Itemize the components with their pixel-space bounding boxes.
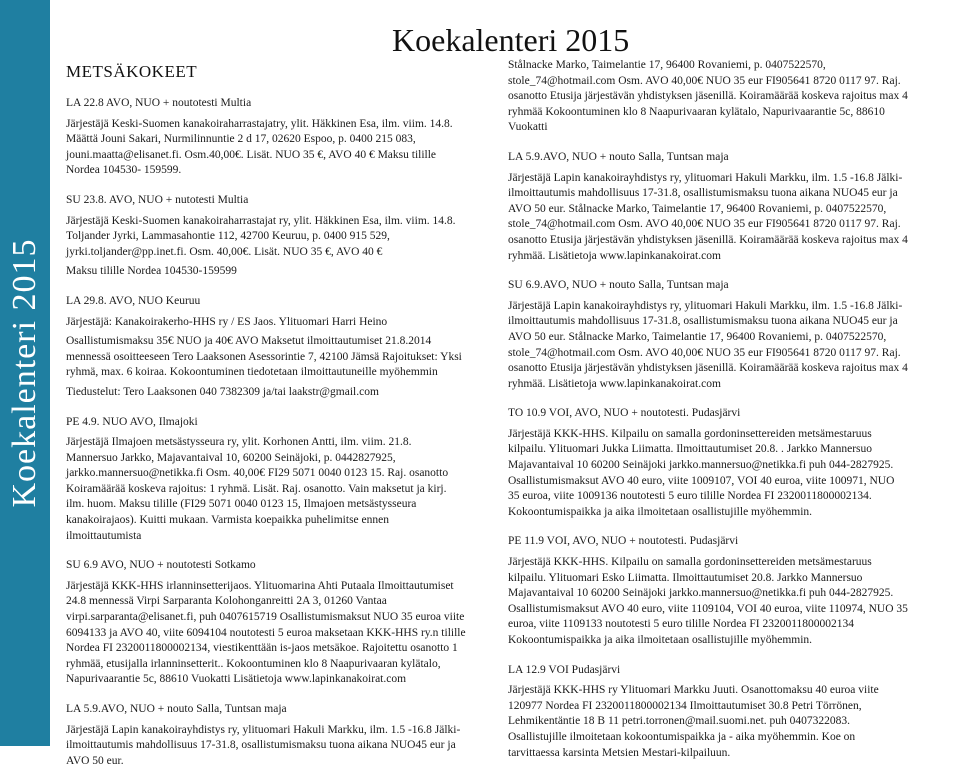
- event-text: Maksu tilille Nordea 104530-159599: [66, 265, 237, 278]
- event-text: Järjestäjä KKK-HHS irlanninsetterijaos. Ylituomarina Ahti Putaala Ilmoittautumiset 24.8 mennessä Virpi Sarparanta Kolohonganreitti 2A 3, 01260 Vantaa virpi.sarparanta@elisanet.fi, puh 0407615719 Osallistumismaksut NUO 35 euroa viite 6094133 ja AVO 40, viite 6094104 noutotesti 5 euroa maksetaan KKK-HHS ry.n tilille Nordea FI 2320011800002134, viestikenttään is-jaos metsäkoe. Rajoitettu osanotto 1 ryhmää, etusijalla irlanninsetterit.. Kokoontuminen klo 8 Naapurivaaran kylätalo, Napurivaarantie 5c, 88610 Vuokatti Lisätietoja www.lapinkanakoirat.com: [66, 579, 466, 686]
- event-heading: LA 5.9.AVO, NUO + nouto Salla, Tuntsan maja: [508, 150, 729, 163]
- side-title: Koekalenteri 2015: [6, 238, 43, 508]
- event-entry: [508, 663, 908, 762]
- event-text: Järjestäjä Lapin kanakoirayhdistys ry, ylituomari Hakuli Markku, ilm. 1.5 -16.8 Jälki-ilmoittautumis mahdollisuus 17-31.8, osallistumismaksu tuona aikana NUO45 eur ja AVO 50 eur.: [66, 723, 461, 767]
- event-heading: LA 29.8. AVO, NUO Keuruu: [66, 294, 201, 307]
- left-column: [66, 62, 466, 783]
- section-heading: METSÄKOKEET: [66, 62, 198, 81]
- right-column: [508, 58, 908, 775]
- event-text: Järjestäjä: Kanakoirakerho-HHS ry / ES Jaos. Ylituomari Harri Heino: [66, 315, 388, 328]
- event-entry: [66, 415, 466, 545]
- event-heading: LA 12.9 VOI Pudasjärvi: [508, 663, 621, 676]
- event-entry: [66, 96, 466, 179]
- event-heading: SU 6.9 AVO, NUO + noutotesti Sotkamo: [66, 559, 256, 572]
- event-heading: TO 10.9 VOI, AVO, NUO + noutotesti. Pudasjärvi: [508, 407, 741, 420]
- right-event-list: [508, 58, 908, 761]
- event-entry: [66, 193, 466, 280]
- event-text: Järjestäjä Lapin kanakoirayhdistys ry, ylituomari Hakuli Markku, ilm. 1.5 -16.8 Jälki-ilmoittautumis mahdollisuus 17-31.8, osallistumismaksu tuona aikana NUO45 eur ja AVO 50 eur. Stålnacke Marko, Taimelantie 17, 96400 Rovaniemi, p. 0407522570, stole_74@hotmail.com Osm. AVO 40,00€ NUO 35 eur FI905641 8720 0117 97. Raj. osanotto Etusija järjestävän yhdistyksen jäsenillä. Koiramäärää koskeva rajoitus max 4 ryhmää. Lisätietoja www.lapinkanakoirat.com: [508, 171, 908, 262]
- event-text: Järjestäjä Lapin kanakoirayhdistys ry, ylituomari Hakuli Markku, ilm. 1.5 -16.8 Jälki-ilmoittautumis mahdollisuus 17-31.8, osallistumismaksu tuona aikana NUO45 eur ja AVO 50 eur. Stålnacke Marko, Taimelantie 17, 96400 Rovaniemi, p. 0407522570, stole_74@hotmail.com Osm. AVO 40,00€ NUO 35 eur FI905641 8720 0117 97. Raj. osanotto Etusija järjestävän yhdistyksen jäsenillä. Koiramäärää koskeva rajoitus max 4 ryhmää. Lisätietoja www.lapinkanakoirat.com: [508, 299, 908, 390]
- event-heading: LA 22.8 AVO, NUO + noutotesti Multia: [66, 97, 252, 109]
- event-text: Järjestäjä Keski-Suomen kanakoiraharrastajat ry, ylit. Häkkinen Esa, ilm. viim. 14.8. Toljander Jyrki, Lammasahontie 112, 42700 Keuruu, p. 0400 915 529, jyrki.toljander@pp.inet.fi. Osm. 40,00€. Lisät. NUO 35 €, AVO 40 €: [66, 214, 456, 258]
- side-band: [0, 0, 50, 746]
- event-entry: [66, 558, 466, 688]
- event-text: Järjestäjä KKK-HHS ry Ylituomari Markku Juuti. Osanottomaksu 40 euroa viite 120977 Nordea FI 2320011800002134 Ilmoittautumiset 30.8 Petri Törrönen, Lehmikentäntie 18 B 11 petri.torronen@mail.suomi.net. puh 0407322083. Osallistujille ilmoitetaan kokoontumispaikka ja - aika myöhemmin. Koe on tarvittaessa karsinta Metsien Mestari-kilpailuun.: [508, 684, 879, 759]
- page-title: Koekalenteri 2015: [392, 22, 630, 58]
- left-event-list: [66, 96, 466, 769]
- event-entry: [508, 534, 908, 648]
- event-text: Järjestäjä KKK-HHS. Kilpailu on samalla gordoninsettereiden metsämestaruus kilpailu. Ylituomari Esko Liimatta. Ilmoittautumiset 20.8. Jarkko Mannersuo Majavantaival 10 60200 Seinäjoki jarkko.mannersuo@netikka.fi puh 044-2827925. Osallistumismaksut AVO 40 euro, viite 1109104, VOI 40 euroa, viite 110974, NUO 35 euroa, viite 1109133 noutotesti 5 euro tilille Nordea FI 2320011800002134 Kokoontumispaikka ja aika ilmoitetaan osallistujille myöhemmin.: [508, 556, 908, 646]
- event-entry: [508, 278, 908, 392]
- event-heading: PE 4.9. NUO AVO, Ilmajoki: [66, 415, 198, 428]
- event-text: Tiedustelut: Tero Laaksonen 040 7382309 ja/tai laakstr@gmail.com: [66, 385, 379, 398]
- event-heading: SU 23.8. AVO, NUO + nutotesti Multia: [66, 193, 249, 206]
- event-text: Järjestäjä KKK-HHS. Kilpailu on samalla gordoninsettereiden metsämestaruus kilpailu. Ylituomari Jukka Liimatta. Ilmoittautumiset 20.8. . Jarkko Mannersuo Majavantaival 10 60200 Seinäjoki jarkko.mannersuo@netikka.fi puh 044-2827925. Osallistumismaksut AVO 40 euro, viite 1009107, VOI 40 euroa, viite 100971, NUO 35 euroa, viite 1009136 noutotesti 5 euro tilille Nordea FI 2320011800002134. Kokoontumispaikka ja aika ilmoitetaan osallistujille myöhemmin.: [508, 427, 895, 518]
- event-text: Järjestäjä Ilmajoen metsästysseura ry, ylit. Korhonen Antti, ilm. viim. 21.8. Mannersuo Jarkko, Majavantaival 10, 60200 Seinäjoki, p. 0442827925, jarkko.mannersuo@netikka.fi Osm. 40,00€ FI29 5071 0040 0123 15. Raj. osanotto Koiramäärää koskeva rajoitus: 1 ryhmä. Lisät. Raj. osanotto. Vain maksetut ja kirj. ilm. huom. Maksu tilille (FI29 5071 0040 0123 15, Ilmajoen metsästysseura kanakoirajaos). Kuitti mukaan. Varmista koepaikka puhelimitse ennen ilmoittautumista: [66, 436, 449, 542]
- event-entry: [508, 150, 908, 264]
- event-text: Stålnacke Marko, Taimelantie 17, 96400 Rovaniemi, p. 0407522570, stole_74@hotmail.com Osm. AVO 40,00€ NUO 35 eur FI905641 8720 0117 97. Raj. osanotto Etusija järjestävän yhdistyksen jäsenillä. Koiramäärää koskeva rajoitus max 4 ryhmää Kokoontuminen klo 8 Naapurivaaran kylätalo, Napurivaarantie 5c, 88610 Vuokatti: [508, 59, 908, 134]
- event-text: Järjestäjä Keski-Suomen kanakoiraharrastajatry, ylit. Häkkinen Esa, ilm. viim. 14.8. Määttä Jouni Sakari, Nurmilinnuntie 2 d 17, 02620 Espoo, p. 0400 215 083, jouni.maatta@elisanet.fi. Osm.40,00€. Lisät. NUO 35 €, AVO 40 € Maksu tilille Nordea 104530- 159599.: [66, 117, 453, 177]
- event-text: Osallistumismaksu 35€ NUO ja 40€ AVO Maksetut ilmoittautumiset 21.8.2014 mennessä osoitteeseen Tero Laaksonen Asessorintie 7, 42100 Jämsä Rajoitukset: Yksi ryhmä, max. 6 koiraa. Kokoontuminen tiedotetaan ilmoittautuneille myöhemmin: [66, 335, 462, 379]
- event-heading: PE 11.9 VOI, AVO, NUO + noutotesti. Pudasjärvi: [508, 535, 739, 548]
- event-heading: LA 5.9.AVO, NUO + nouto Salla, Tuntsan maja: [66, 703, 287, 715]
- event-entry: [66, 702, 466, 769]
- event-entry: [66, 294, 466, 401]
- event-heading: SU 6.9.AVO, NUO + nouto Salla, Tuntsan maja: [508, 279, 729, 292]
- event-entry: [508, 58, 908, 136]
- event-entry: [508, 406, 908, 520]
